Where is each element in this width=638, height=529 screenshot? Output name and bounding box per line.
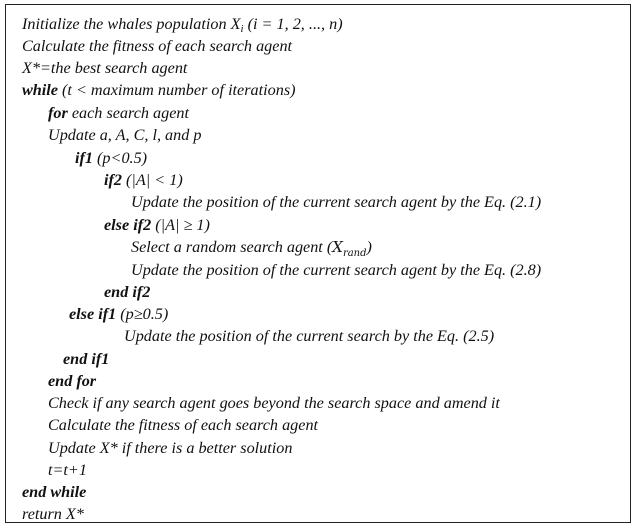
- else-if1-condition: (p≥0.5): [116, 305, 169, 323]
- line-update-eq28: Update the position of the current search agent by the Eq. (2.8): [131, 261, 542, 279]
- line-initialize-text: Initialize the whales population X: [22, 15, 241, 33]
- keyword-else-if1: else if1: [69, 305, 117, 323]
- line-end-for: [48, 371, 96, 391]
- line-end-if2: [104, 282, 150, 302]
- keyword-else-if2: else if2: [104, 216, 152, 234]
- line-for: [48, 103, 189, 123]
- else-if2-condition: (|A| ≥ 1): [151, 216, 210, 234]
- line-best-agent: X*=the best search agent: [22, 59, 188, 77]
- line-if1: [75, 148, 147, 168]
- for-condition: each search agent: [67, 104, 190, 122]
- select-random-close: ): [366, 238, 372, 256]
- line-end-if1: [63, 349, 109, 369]
- keyword-while: while: [22, 81, 58, 99]
- if1-condition: (p<0.5): [92, 149, 148, 167]
- line-update-best: Update X* if there is a better solution: [48, 439, 293, 457]
- line-check-bounds: Check if any search agent goes beyond the search space and amend it: [48, 394, 500, 412]
- line-calc-fitness-2: Calculate the fitness of each search agent: [48, 416, 319, 434]
- line-else-if2: [104, 215, 210, 235]
- line-calc-fitness: Calculate the fitness of each search agent: [22, 37, 293, 55]
- select-random-text: Select a random search agent (: [131, 238, 333, 256]
- rand-subscript: rand: [342, 248, 367, 259]
- keyword-end-for: end for: [48, 372, 97, 390]
- if2-condition: (|A| < 1): [121, 171, 183, 189]
- line-else-if1: [69, 304, 168, 324]
- line-return: return X*: [22, 505, 84, 523]
- x-var: X: [332, 238, 343, 256]
- line-increment-t: t=t+1: [48, 461, 87, 479]
- keyword-end-if1: end if1: [63, 350, 110, 368]
- line-update-eq25: Update the position of the current search by the Eq. (2.5): [124, 327, 495, 345]
- keyword-end-while: end while: [22, 483, 87, 501]
- line-update-eq21: Update the position of the current search agent by the Eq. (2.1): [131, 193, 542, 211]
- line-while: [22, 80, 296, 100]
- line-if2: [104, 170, 183, 190]
- subscript-i: i: [240, 23, 244, 35]
- keyword-end-if2: end if2: [104, 283, 151, 301]
- line-end-while: [22, 482, 86, 502]
- keyword-for: for: [48, 104, 68, 122]
- keyword-if1: if1: [75, 149, 93, 167]
- x-rand-symbol: [332, 238, 367, 259]
- while-condition: (t < maximum number of iterations): [57, 81, 296, 99]
- line-update-params: Update a, A, C, l, and p: [48, 126, 202, 144]
- keyword-if2: if2: [104, 171, 122, 189]
- algorithm-box: [5, 4, 631, 523]
- line-initialize-range: (i = 1, 2, ..., n): [243, 15, 343, 33]
